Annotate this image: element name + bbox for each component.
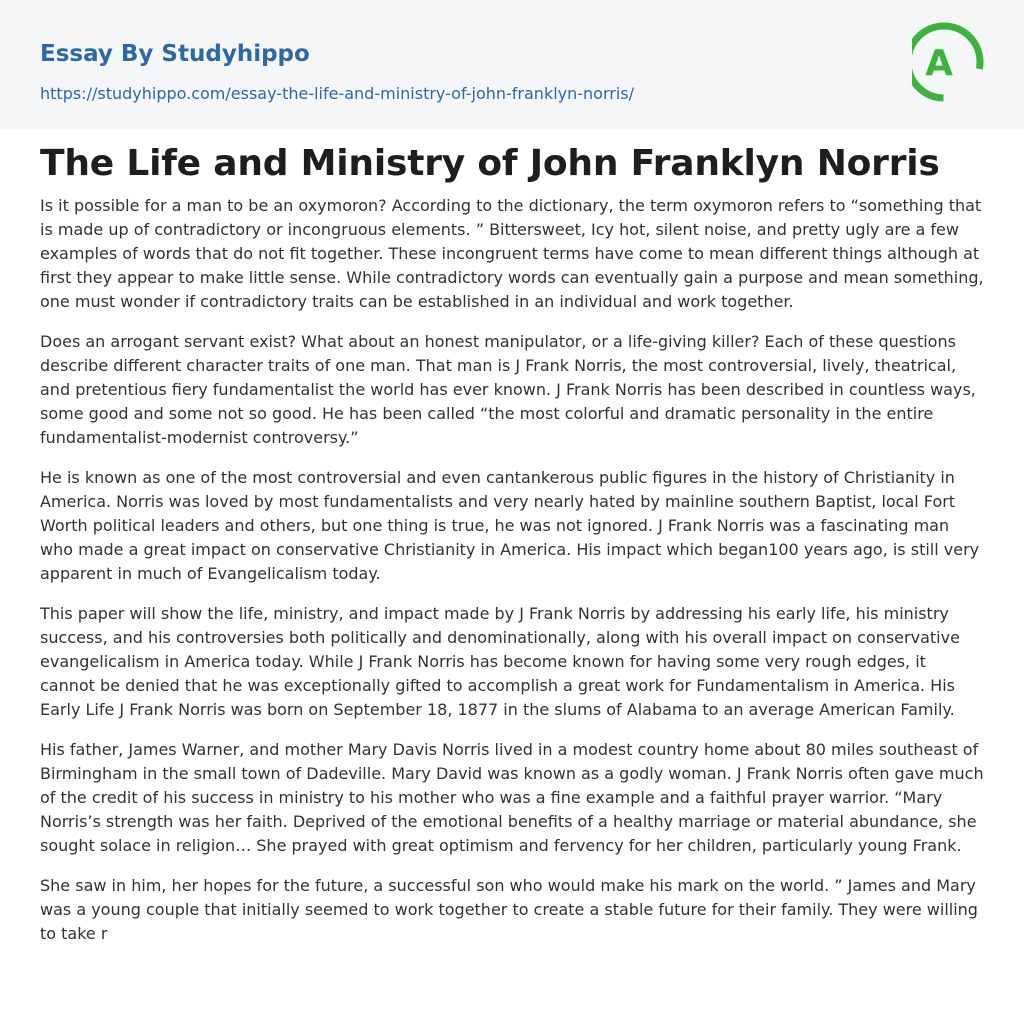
essay-title: The Life and Ministry of John Franklyn Norris [40,143,940,184]
source-url-link[interactable]: https://studyhippo.com/essay-the-life-and-ministry-of-john-franklyn-norris/ [40,84,635,103]
essay-paragraph-1: Is it possible for a man to be an oxymoron? According to the dictionary, the term oxymoron refers to “something that is made up of contradictory or incongruous elements. ” Bittersweet, Icy hot, silent noise, and pretty ugly are a few examples of words that do not fit together. These incongruent terms have come to mean different things although at first they appear to make little sense. While contradictory words can eventually gain a purpose and mean something, one must wonder if contradictory traits can be established in an individual and work together. [40,196,984,311]
logo-letter: A [925,43,953,84]
studyhippo-logo-icon[interactable] [912,20,986,104]
essay-paragraph-4: This paper will show the life, ministry, and impact made by J Frank Norris by addressing his early life, his ministry success, and his controversies both politically and denominationally, along with his overall impact on conservative evangelicalism in America today. While J Frank Norris has become known for having some very rough edges, it cannot be denied that he was exceptionally gifted to accomplish a great work for Fundamentalism in America. His Early Life J Frank Norris was born on September 18, 1877 in the slums of Alabama to an average American Family. [40,604,960,719]
essay-paragraph-5: His father, James Warner, and mother Mary Davis Norris lived in a modest country home about 80 miles southeast of Birmingham in the small town of Dadeville. Mary David was known as a godly woman. J Frank Norris often gave much of the credit of his success in ministry to his mother who was a fine example and a faithful prayer warrior. “Mary Norris’s strength was her faith. Deprived of the emotional benefits of a healthy marriage or material abundance, she sought solace in religion… She prayed with great optimism and fervency for her children, particularly young Frank. [40,740,984,855]
essay-paragraph-6: She saw in him, her hopes for the future, a successful son who would make his mark on the world. ” James and Mary was a young couple that initially seemed to work together to create a stable future for their family. They were willing to take r [40,876,978,943]
essay-paragraph-2: Does an arrogant servant exist? What about an honest manipulator, or a life-giving killer? Each of these questions describe different character traits of one man. That man is J Frank Norris, the most controversial, lively, theatrical, and pretentious fiery fundamentalist the world has ever known. J Frank Norris has been described in countless ways, some good and some not so good. He has been called “the most colorful and dramatic personality in the entire fundamentalist-modernist controversy.” [40,332,976,447]
site-name[interactable]: Essay By Studyhippo [40,41,310,67]
essay-body [40,194,984,962]
site-header [0,0,1024,129]
essay-paragraph-3: He is known as one of the most controversial and even cantankerous public figures in the history of Christianity in America. Norris was loved by most fundamentalists and very nearly hated by mainline southern Baptist, local Fort Worth political leaders and others, but one thing is true, he was not ignored. J Frank Norris was a fascinating man who made a great impact on conservative Christianity in America. His impact which began100 years ago, is still very apparent in much of Evangelicalism today. [40,468,980,583]
